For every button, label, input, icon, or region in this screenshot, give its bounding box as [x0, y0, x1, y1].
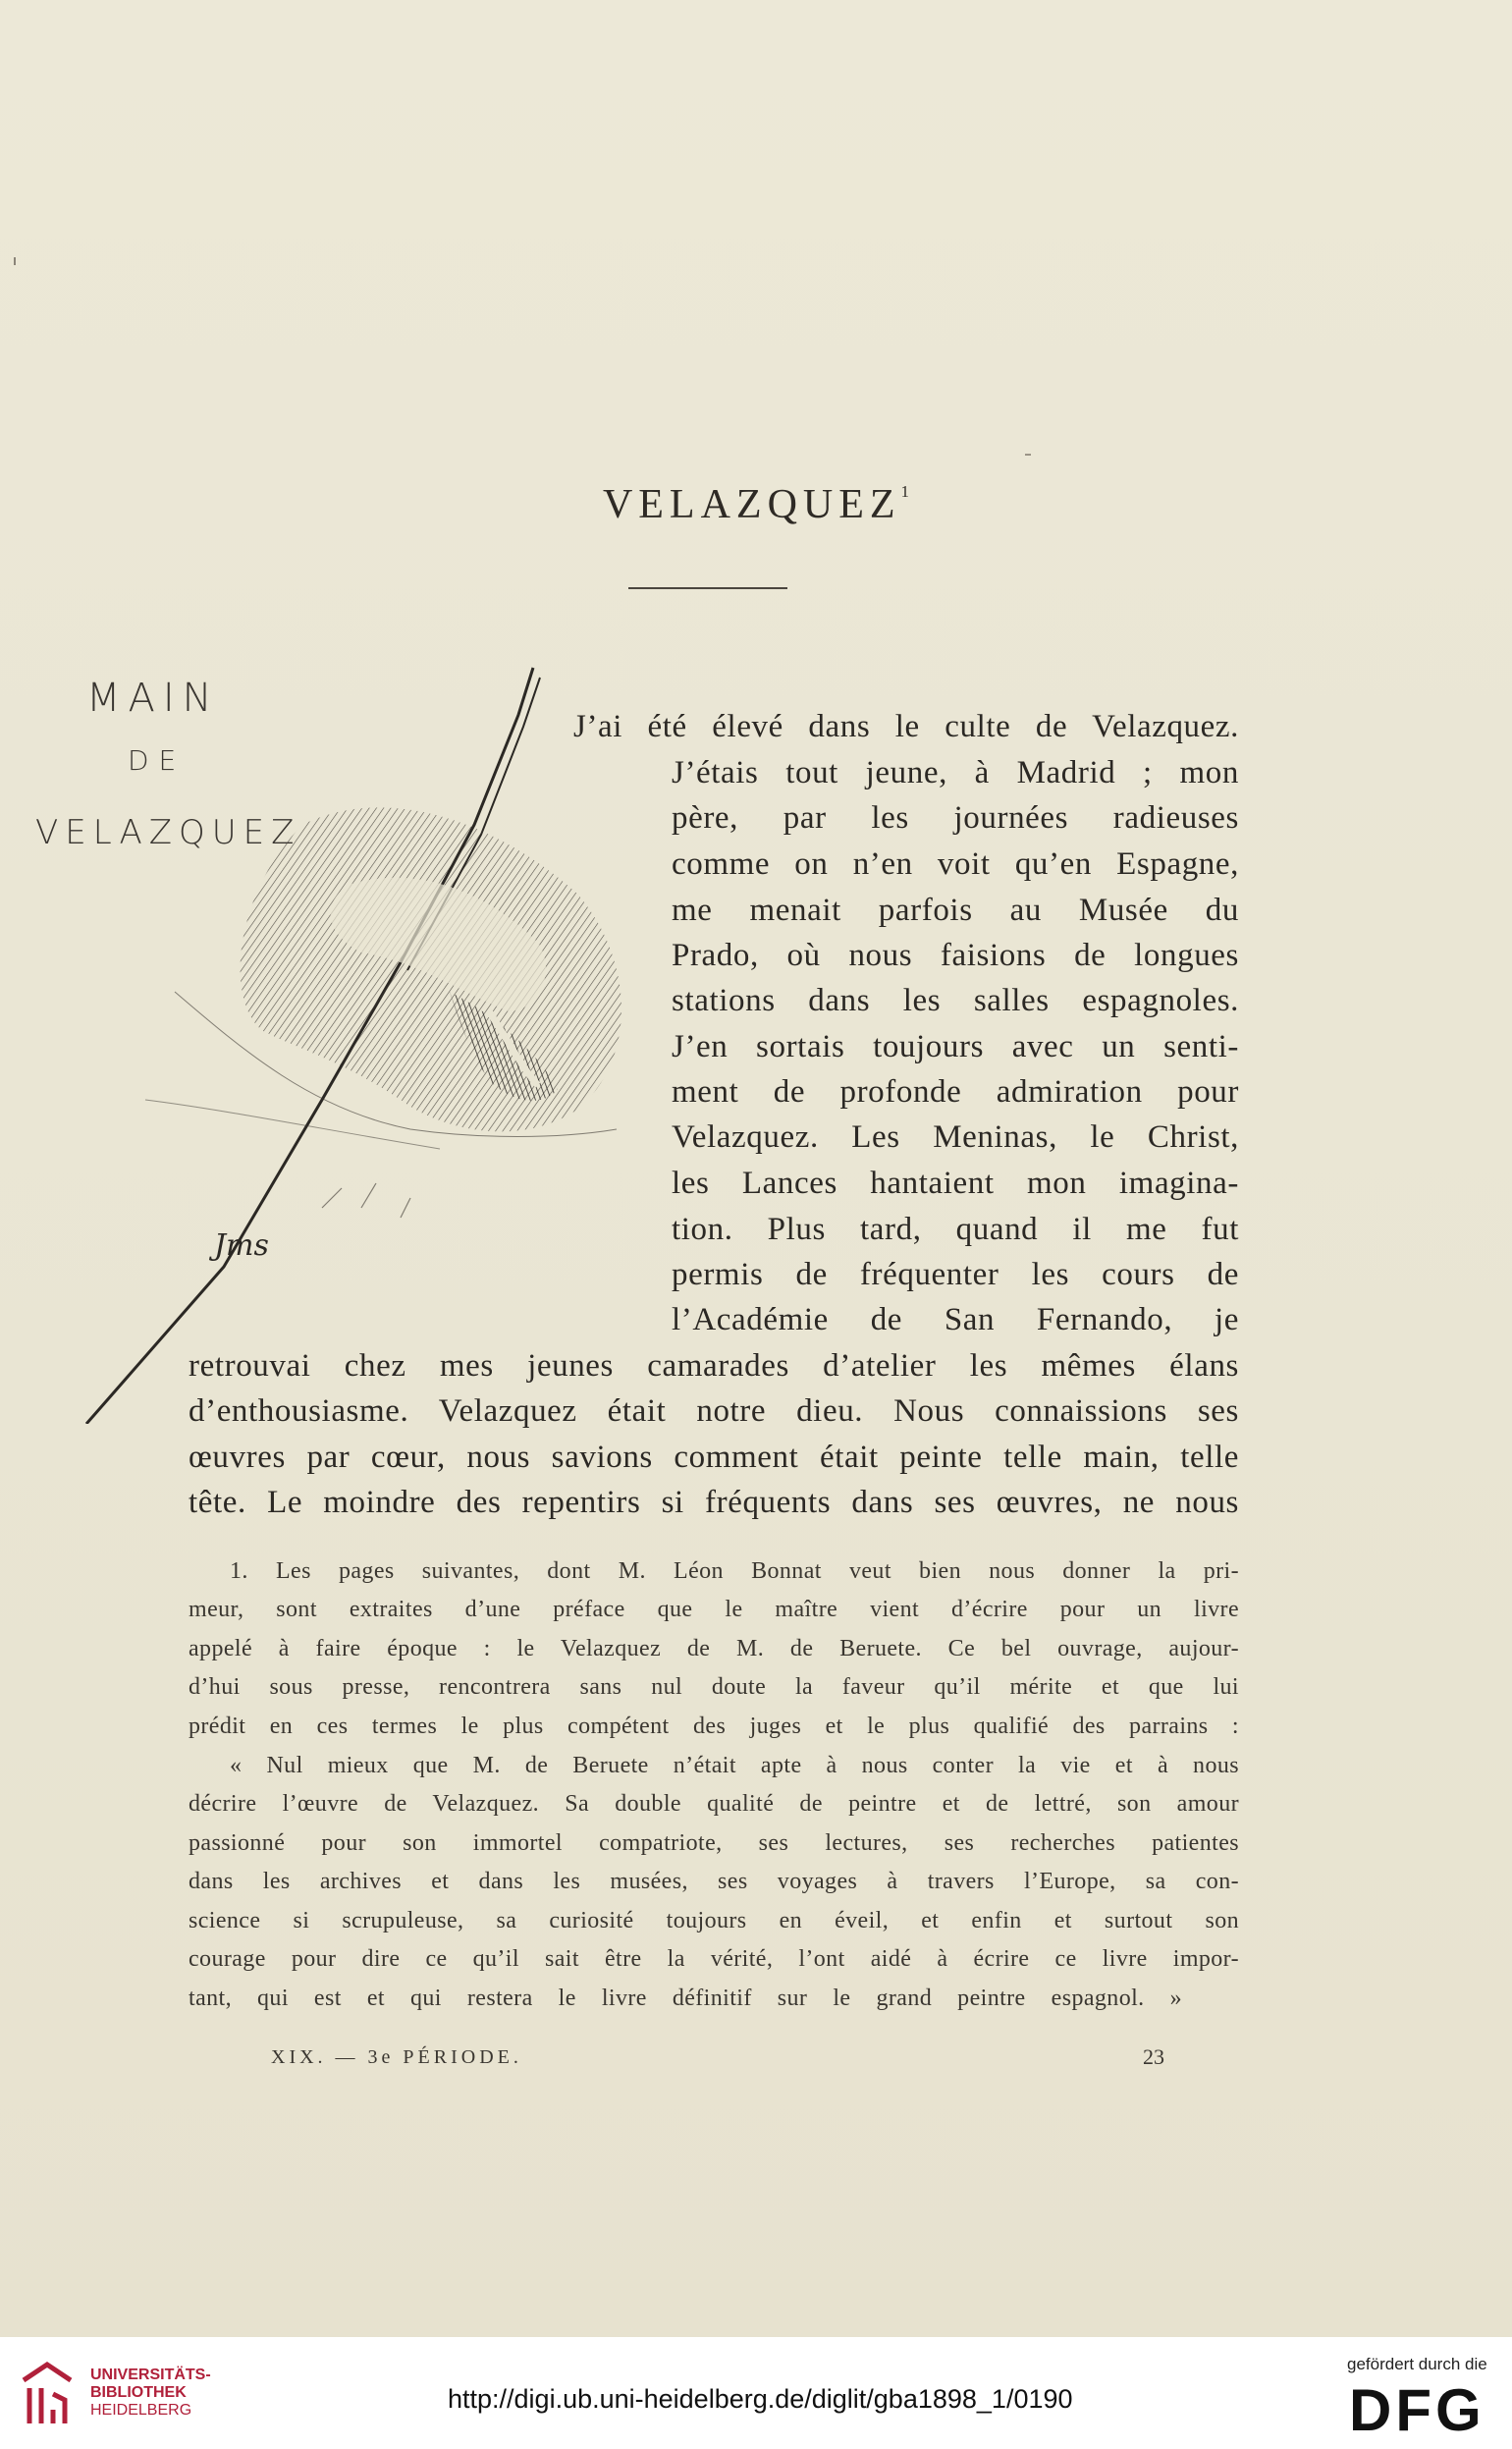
body-line: l’Académie de San Fernando, je [672, 1302, 1239, 1337]
scan-speck [14, 257, 16, 265]
body-line: J’en sortais toujours avec un senti- [672, 1029, 1239, 1064]
footnote-line: appelé à faire époque : le Velazquez de M. de Beruete. Ce bel ouvrage, aujour- [189, 1636, 1239, 1661]
body-line: les Lances hantaient mon imagina- [672, 1166, 1239, 1201]
body-line: comme on n’en voit qu’en Espagne, [672, 846, 1239, 882]
footnote-line: 1. Les pages suivantes, dont M. Léon Bonnat veut bien nous donner la pri- [230, 1558, 1239, 1584]
footnote-line: prédit en ces termes le plus compétent des juges et le plus qualifié des parrains : [189, 1714, 1239, 1739]
footnote-marker: 1 [900, 482, 910, 501]
footnote-line: « Nul mieux que M. de Beruete n’était apte à nous conter la vie et à nous [230, 1753, 1239, 1778]
body-line: œuvres par cœur, nous savions comment était peinte telle main, telle [189, 1440, 1239, 1475]
footnote-line: meur, sont extraites d’une préface que le maître vient d’écrire pour un livre [189, 1597, 1239, 1622]
signature-mark: XIX. — 3e PÉRIODE. [271, 2046, 522, 2068]
footnote-line: décrire l’œuvre de Velazquez. Sa double qualité de peintre et de lettré, son amour [189, 1791, 1239, 1817]
body-line: J’ai été élevé dans le culte de Velazquez. [573, 709, 1239, 744]
source-url[interactable]: http://digi.ub.uni-heidelberg.de/diglit/gba1898_1/0190 [448, 2384, 1073, 2414]
footnote-line: passionné pour son immortel compatriote, ses lectures, ses recherches patientes [189, 1830, 1239, 1856]
illustration-caption-line: VELAZQUEZ [35, 813, 301, 852]
body-line: tion. Plus tard, quand il me fut [672, 1212, 1239, 1247]
body-line: d’enthousiasme. Velazquez était notre dieu. Nous connaissions ses [189, 1393, 1239, 1429]
dfg-logo: DFG [1349, 2377, 1485, 2443]
footnote-line: dans les archives et dans les musées, ses voyages à travers l’Europe, sa con- [189, 1869, 1239, 1894]
footnote-line: tant, qui est et qui restera le livre définitif sur le grand peintre espagnol. » [189, 1986, 1182, 2011]
body-line: ment de profonde admiration pour [672, 1074, 1239, 1110]
body-line: me menait parfois au Musée du [672, 893, 1239, 928]
body-line: permis de fréquenter les cours de [672, 1257, 1239, 1292]
title-rule [628, 587, 787, 589]
article-title: VELAZQUEZ$^1$ [602, 482, 910, 527]
body-line: tête. Le moindre des repentirs si fréquents dans ses œuvres, ne nous [189, 1485, 1239, 1520]
page-number: 23 [1143, 2044, 1164, 2069]
body-line: père, par les journées radieuses [672, 800, 1239, 836]
footnote-line: science si scrupuleuse, sa curiosité toujours en éveil, et enfin et surtout son [189, 1908, 1239, 1933]
illustration-caption-line: MAIN [86, 676, 220, 721]
funding-caption: gefördert durch die [1347, 2355, 1487, 2373]
illustration-signature: Jms [214, 1228, 269, 1263]
scan-speck [1025, 454, 1031, 456]
library-name: UNIVERSITÄTS- BIBLIOTHEK HEIDELBERG [90, 2367, 211, 2419]
body-line: Prado, où nous faisions de longues [672, 938, 1239, 973]
university-library-logo-icon [16, 2361, 79, 2431]
body-line: retrouvai chez mes jeunes camarades d’atelier les mêmes élans [189, 1348, 1239, 1384]
footnote-line: courage pour dire ce qu’il sait être la vérité, l’ont aidé à écrire ce livre impor- [189, 1946, 1239, 1972]
body-line: J’étais tout jeune, à Madrid ; mon [672, 755, 1239, 790]
body-line: Velazquez. Les Meninas, le Christ, [672, 1119, 1239, 1155]
illustration-caption-line: DE [128, 744, 187, 777]
footnote-line: d’hui sous presse, rencontrera sans nul doute la faveur qu’il mérite et que lui [189, 1674, 1239, 1700]
body-line: stations dans les salles espagnoles. [672, 983, 1239, 1018]
